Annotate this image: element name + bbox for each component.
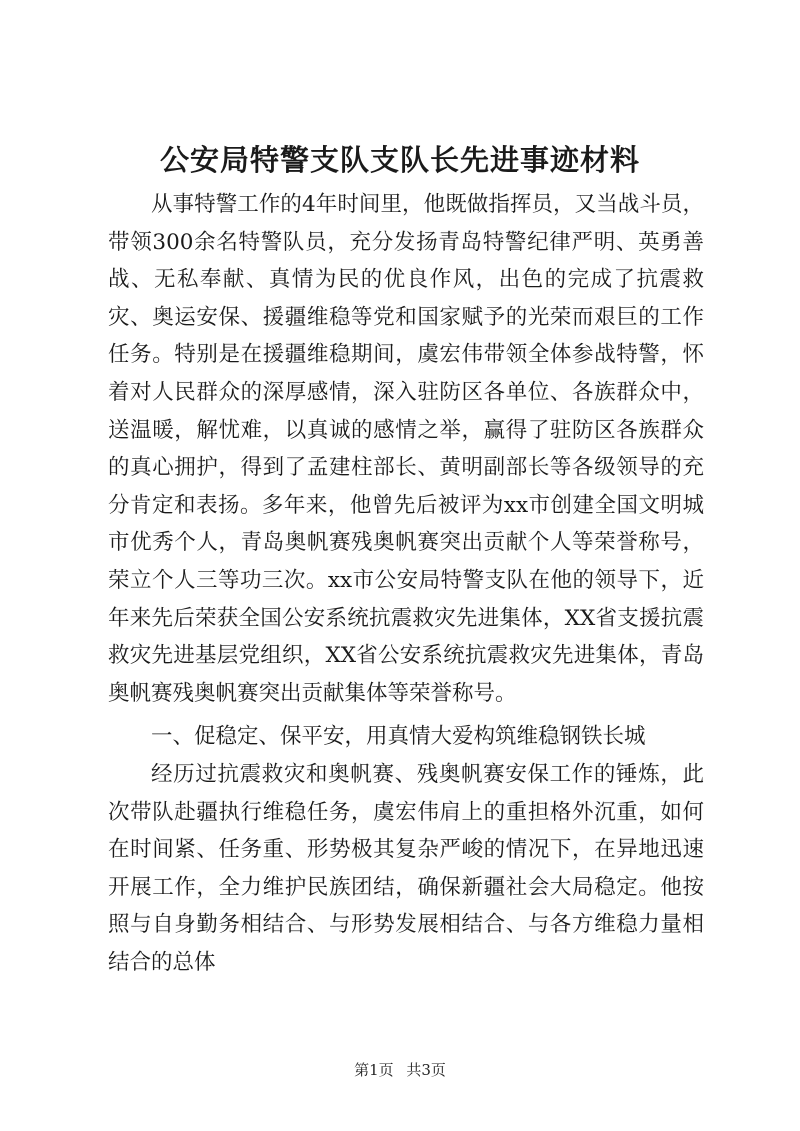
paragraph-section-1: 经历过抗震救灾和奥帆赛、残奥帆赛安保工作的锤炼，此次带队赴疆执行维稳任务，虞宏伟肩上的重担格外沉重，如何在时间紧、任务重、形势极其复杂严峻的情况下，在异地迅速开展工作，全力维护民族团结，确保新疆社会大局稳定。他按照与自身勤务相结合、与形势发展相结合、与各方维稳力量相结合的总体 bbox=[108, 761, 704, 975]
page-footer bbox=[0, 1060, 800, 1080]
page-number-total: 共3页 bbox=[406, 1061, 446, 1079]
document-body bbox=[108, 186, 704, 981]
document-title: 公安局特警支队支队长先进事迹材料 bbox=[159, 143, 640, 177]
paragraph-intro: 从事特警工作的4年时间里，他既做指挥员，又当战斗员，带领300余名特警队员，充分发扬青岛特警纪律严明、英勇善战、无私奉献、真情为民的优良作风，出色的完成了抗震救灾、奥运安保、援疆维稳等党和国家赋予的光荣而艰巨的工作任务。特别是在援疆维稳期间，虞宏伟带领全体参战特警，怀着对人民群众的深厚感情，深入驻防区各单位、各族群众中，送温暖，解忧难，以真诚的感情之举，赢得了驻防区各族群众的真心拥护，得到了孟建柱部长、黄明副部长等各级领导的充分肯定和表扬。多年来，他曾先后被评为xx市创建全国文明城市优秀个人，青岛奥帆赛残奥帆赛突出贡献个人等荣誉称号，荣立个人三等功三次。xx市公安局特警支队在他的领导下，近年来先后荣获全国公安系统抗震救灾先进集体，XX省支援抗震救灾先进基层党组织，XX省公安系统抗震救灾先进集体，青岛奥帆赛残奥帆赛突出贡献集体等荣誉称号。 bbox=[108, 192, 704, 706]
section-heading-1: 一、促稳定、保平安，用真情大爱构筑维稳钢铁长城 bbox=[151, 724, 646, 750]
page-number-current: 第1页 bbox=[354, 1061, 394, 1079]
